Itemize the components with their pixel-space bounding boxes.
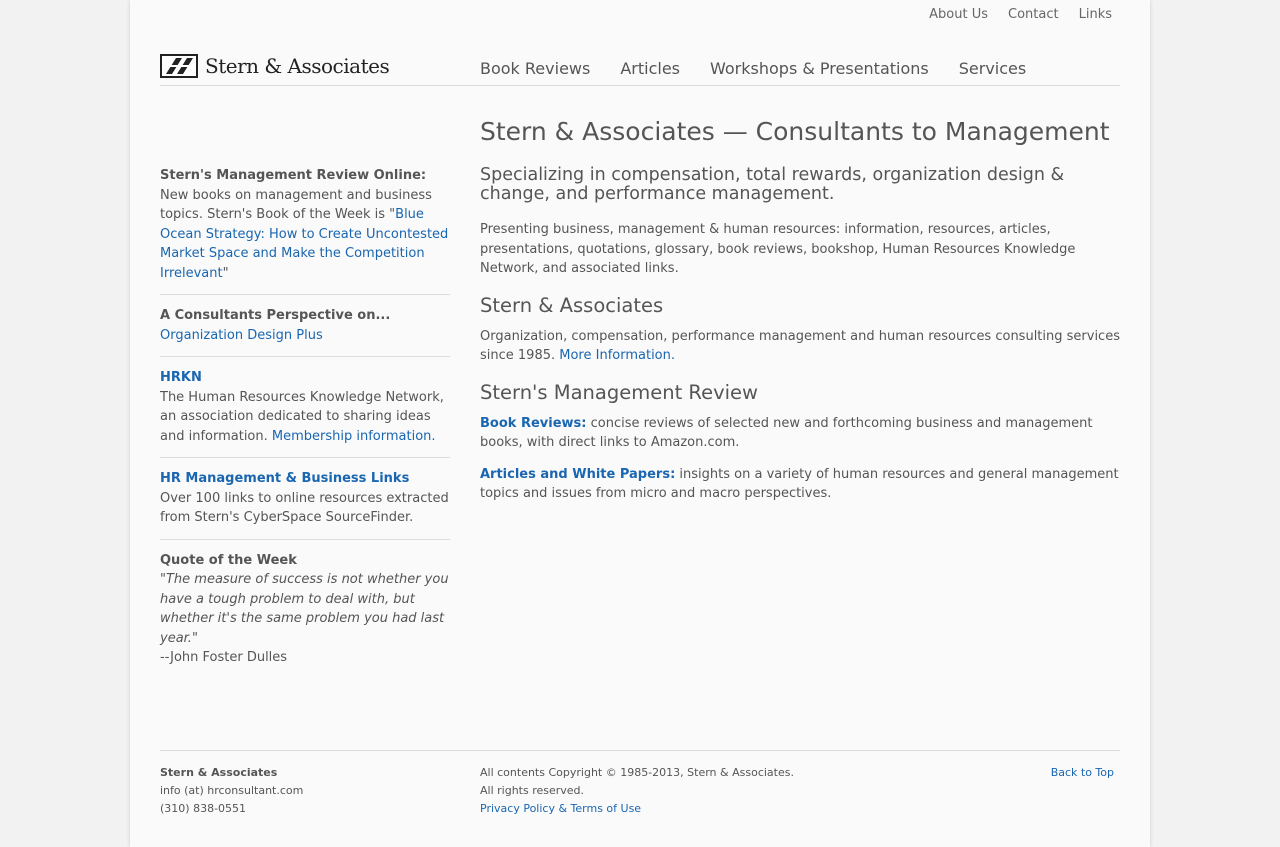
- footer-phone: (310) 838-0551: [160, 802, 247, 815]
- sidebar-quote-block: [160, 551, 450, 679]
- site-logo[interactable]: [160, 53, 390, 79]
- footer-rights: All rights reserved.: [480, 784, 585, 797]
- articles-text: insights on a variety of human resources and general management topics and issues from micro and macro perspectives.: [480, 466, 1119, 501]
- section-review-heading: Stern's Management Review: [480, 380, 758, 404]
- nav-workshops-presentations[interactable]: Workshops & Presentations: [710, 59, 929, 78]
- links-link[interactable]: Links: [1078, 7, 1112, 22]
- section-stern-paragraph: [480, 327, 1120, 366]
- sidebar-review-block: [160, 166, 450, 295]
- organization-design-link[interactable]: Organization Design Plus: [160, 327, 323, 343]
- page: [130, 0, 1150, 847]
- review-text-end: ": [222, 265, 229, 281]
- privacy-policy-link[interactable]: Privacy Policy & Terms of Use: [480, 802, 642, 815]
- review-text: New books on management and business topics. Stern's Book of the Week is ": [160, 187, 432, 222]
- section-stern-heading: Stern & Associates: [480, 293, 664, 317]
- hrkn-text: The Human Resources Knowledge Network, an association dedicated to sharing ideas and information.: [160, 389, 444, 444]
- hr-links-title-link[interactable]: HR Management & Business Links: [160, 471, 410, 486]
- logo-wordmark: Stern & Associates: [205, 54, 390, 78]
- articles-white-papers-link[interactable]: Articles and White Papers:: [480, 466, 676, 482]
- nav-articles[interactable]: Articles: [620, 59, 680, 78]
- nav-services[interactable]: Services: [958, 59, 1027, 78]
- hr-links-text: Over 100 links to online resources extracted from Stern's CyberSpace SourceFinder.: [160, 490, 449, 525]
- main-content: [480, 116, 1120, 504]
- book-reviews-link[interactable]: Book Reviews:: [480, 415, 587, 431]
- perspective-title: A Consultants Perspective on...: [160, 308, 391, 323]
- sidebar-links-block: [160, 469, 450, 540]
- quote-author: --John Foster Dulles: [160, 650, 288, 665]
- sidebar-perspective-block: [160, 306, 450, 357]
- more-information-link[interactable]: More Information.: [559, 348, 676, 363]
- back-to-top-link[interactable]: Back to Top: [1050, 766, 1114, 779]
- footer-copyright: All contents Copyright © 1985-2013, Stern & Associates.: [480, 766, 794, 779]
- nav-book-reviews[interactable]: Book Reviews: [480, 59, 591, 78]
- section-stern-text: Organization, compensation, performance management and human resources consulting services since 1985.: [480, 328, 1120, 363]
- review-title: Stern's Management Review Online:: [160, 168, 427, 183]
- footer-contact: [160, 764, 303, 818]
- quote-text: "The measure of success is not whether you have a tough problem to deal with, but whether it's the same problem you had last year.": [160, 572, 449, 646]
- footer-email: info (at) hrconsultant.com: [160, 784, 304, 797]
- footer-divider: [160, 750, 1120, 751]
- footer-legal: [480, 764, 794, 818]
- sidebar: [160, 166, 450, 690]
- book-reviews-paragraph: [480, 414, 1120, 453]
- sidebar-hrkn-block: [160, 368, 450, 458]
- intro-paragraph: Presenting business, management & human resources: information, resources, articles, presentations, quotations, glossary, book reviews, bookshop, Human Resources Knowledge Network, and associated links.: [480, 222, 1076, 276]
- book-of-week-link[interactable]: Blue Ocean Strategy: How to Create Uncontested Market Space and Make the Competition Irrelevant: [160, 207, 449, 281]
- page-title: Stern & Associates — Consultants to Management: [480, 117, 1110, 146]
- footer-company-name: Stern & Associates: [160, 766, 278, 779]
- logo-mark-icon: [160, 54, 198, 78]
- page-subhead: Specializing in compensation, total rewards, organization design & change, and performance management.: [480, 165, 1065, 204]
- main-nav: [480, 59, 1026, 78]
- contact-link[interactable]: Contact: [1008, 7, 1059, 22]
- book-reviews-text: concise reviews of selected new and forthcoming business and management books, with direct links to Amazon.com.: [480, 415, 1093, 450]
- footer-right: [1051, 764, 1114, 782]
- about-us-link[interactable]: About Us: [929, 7, 989, 22]
- quote-title: Quote of the Week: [160, 552, 297, 568]
- hrkn-title-link[interactable]: HRKN: [160, 370, 202, 385]
- utility-nav: [929, 7, 1112, 22]
- header-divider: [160, 85, 1120, 86]
- articles-paragraph: [480, 465, 1120, 504]
- membership-info-link[interactable]: Membership information.: [271, 428, 436, 444]
